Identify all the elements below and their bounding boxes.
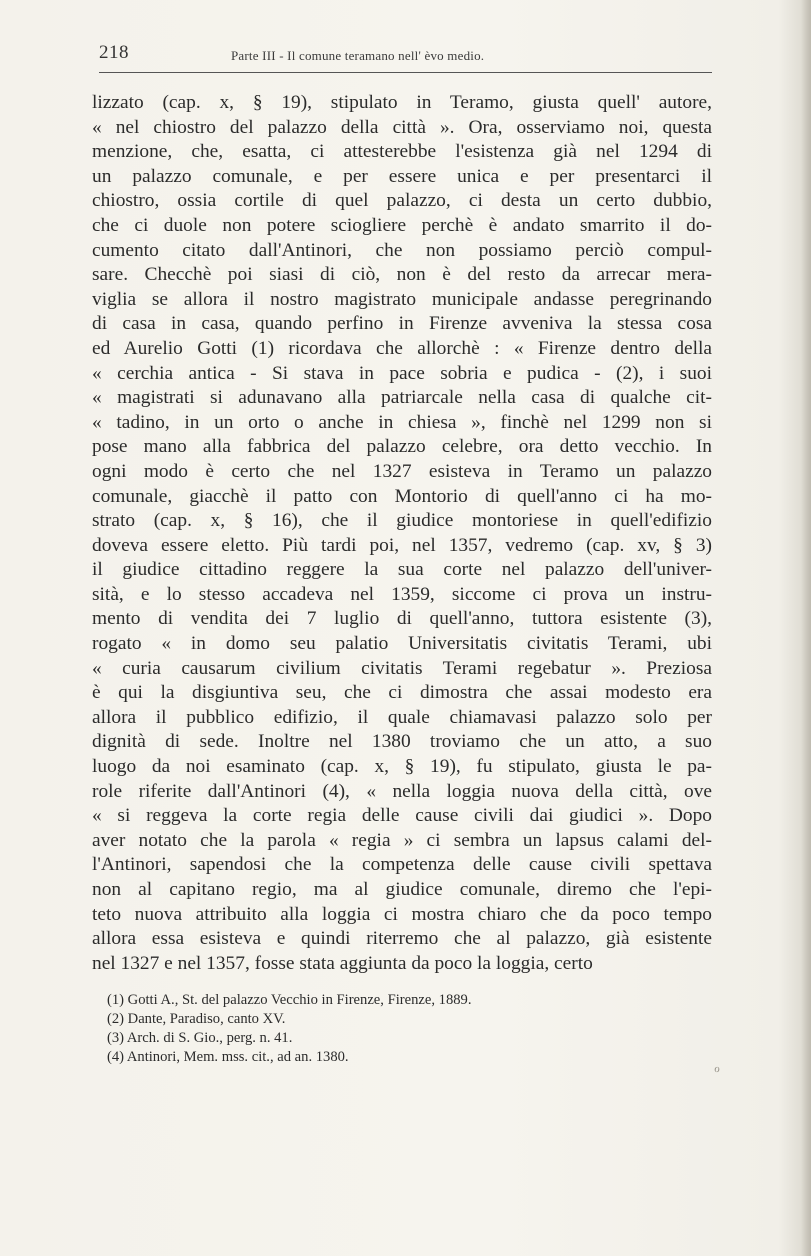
text-line: doveva essere eletto. Più tardi poi, nel 1357, vedremo (cap. xv, § 3): [92, 534, 712, 556]
running-head: Parte III - Il comune teramano nell' èvo medio.: [231, 48, 485, 63]
page-edge-shadow: [801, 0, 811, 1256]
text-line: nel 1327 e nel 1357, fosse stata aggiunta da poco la loggia, certo: [92, 952, 593, 974]
text-line: viglia se allora il nostro magistrato municipale andasse peregrinando: [92, 288, 712, 310]
text-line: non al capitano regio, ma al giudice comunale, diremo che l'epi-: [92, 879, 712, 900]
text-line: « tadino, in un orto o anche in chiesa », finchè nel 1299 non si: [92, 411, 712, 433]
text-line: comunale, giacchè il patto con Montorio di quell'anno ci ha mo-: [92, 485, 712, 507]
body-text: [92, 91, 714, 976]
text-line: menzione, che, esatta, ci attesterebbe l'esistenza già nel 1294 di: [92, 141, 712, 163]
text-line: che ci duole non potere sciogliere perchè è andato smarrito il do-: [92, 214, 712, 236]
text-line: luogo da noi esaminato (cap. x, § 19), fu stipulato, giusta le pa-: [92, 756, 712, 778]
text-line: il giudice cittadino reggere la sua corte nel palazzo dell'univer-: [92, 559, 712, 581]
text-line: « curia causarum civilium civitatis Terami regebatur ». Preziosa: [92, 657, 712, 679]
text-line: teto nuova attribuito alla loggia ci mostra chiaro che da poco tempo: [92, 903, 712, 925]
text-line: lizzato (cap. x, § 19), stipulato in Teramo, giusta quell' autore,: [92, 92, 712, 113]
footnote: (2) Dante, Paradiso, canto XV.: [107, 1011, 286, 1027]
text-line: mento di vendita dei 7 luglio di quell'anno, tuttora esistente (3),: [92, 608, 712, 630]
text-line: aver notato che la parola « regia » ci sembra un lapsus calami del-: [92, 829, 712, 851]
footnote: (1) Gotti A., St. del palazzo Vecchio in Firenze, Firenze, 1889.: [107, 992, 472, 1008]
text-line: sare. Checchè poi siasi di ciò, non è del resto da arrecar mera-: [92, 264, 712, 286]
text-line: allora il pubblico edifizio, il quale chiamavasi palazzo solo per: [92, 706, 712, 728]
text-line: allora essa esisteva e quindi riterremo che al palazzo, già esistente: [92, 928, 712, 950]
text-line: un palazzo comunale, e per essere unica e per presentarci il: [92, 165, 712, 187]
footnote: (3) Arch. di S. Gio., perg. n. 41.: [107, 1030, 293, 1046]
text-line: sità, e lo stesso accadeva nel 1359, siccome ci prova un instru-: [92, 583, 712, 605]
header-rule: [99, 72, 712, 73]
text-line: cumento citato dall'Antinori, che non possiamo perciò compul-: [92, 239, 712, 261]
text-line: ogni modo è certo che nel 1327 esisteva in Teramo un palazzo: [92, 460, 712, 482]
pencil-mark: ℴ: [714, 1060, 721, 1075]
text-line: rogato « in domo seu palatio Universitatis civitatis Terami, ubi: [92, 633, 712, 655]
page-header: [99, 40, 712, 70]
text-line: « nel chiostro del palazzo della città ». Ora, osserviamo noi, questa: [92, 116, 712, 138]
text-line: di casa in casa, quando perfino in Firenze avveniva la stessa cosa: [92, 313, 712, 335]
text-line: « magistrati si adunavano alla patriarcale nella casa di qualche cit-: [92, 387, 712, 409]
page-number: 218: [99, 42, 129, 63]
footnote: (4) Antinori, Mem. mss. cit., ad an. 1380.: [107, 1049, 349, 1065]
text-line: dignità di sede. Inoltre nel 1380 troviamo che un atto, a suo: [92, 731, 712, 753]
text-line: ed Aurelio Gotti (1) ricordava che allorchè : « Firenze dentro della: [92, 337, 712, 359]
text-line: chiostro, ossia cortile di quel palazzo, ci desta un certo dubbio,: [92, 190, 712, 212]
text-line: è qui la disgiuntiva seu, che ci dimostra che assai modesto era: [92, 682, 712, 704]
footnotes: [107, 991, 627, 1067]
text-line: « cerchia antica - Si stava in pace sobria e pudica - (2), i suoi: [92, 362, 712, 384]
text-line: strato (cap. x, § 16), che il giudice montoriese in quell'edifizio: [92, 510, 712, 532]
text-line: « si reggeva la corte regia delle cause civili dai giudici ». Dopo: [92, 805, 712, 827]
text-line: pose mano alla fabbrica del palazzo celebre, ora detto vecchio. In: [92, 436, 712, 458]
text-line: l'Antinori, sapendosi che la competenza delle cause civili spettava: [92, 854, 712, 876]
text-line: role riferite dall'Antinori (4), « nella loggia nuova della città, ove: [92, 780, 712, 802]
